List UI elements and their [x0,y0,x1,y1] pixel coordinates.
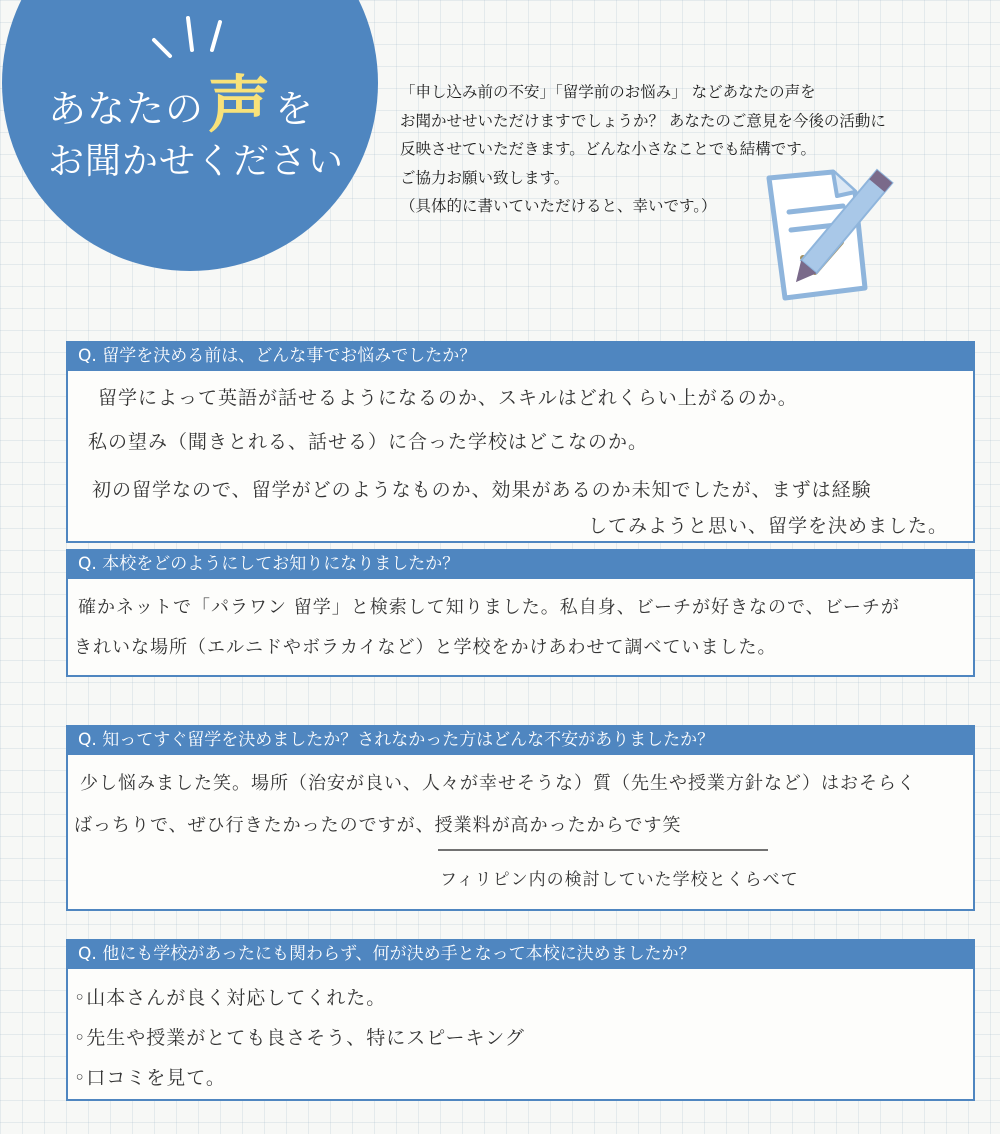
answer-line: ◦口コミを見て。 [74,1067,226,1089]
answer-line: フィリピン内の検討していた学校とくらべて [440,870,799,890]
answer-line: してみようと思い、留学を決めました。 [588,515,949,537]
question-label: Q. 知ってすぐ留学を決めましたか？されなかった方はどんな不安がありましたか？ [66,725,975,755]
question-label: Q. 他にも学校があったにも関わらず、何が決め手となって本校に決めましたか？ [66,939,975,969]
question-label: Q. 留学を決める前は、どんな事でお悩みでしたか？ [66,341,975,371]
title-suffix: を [275,87,315,131]
intro-line: ご協力お願い致します。 [400,168,570,187]
page-title [48,68,345,186]
answer-box [66,579,975,677]
answer-box [66,371,975,543]
document-pencil-icon [755,160,955,310]
question-block-3 [66,725,975,911]
answer-line: ばっちりで、ぜひ行きたかったのですが、授業料が高かったからです笑 [74,815,682,836]
answer-box [66,969,975,1101]
intro-line: お聞かせせいただけますでしょうか？ あなたのご意見を今後の活動に [400,111,886,130]
title-line2: お聞かせください [48,141,345,182]
question-block-4 [66,939,975,1101]
question-block-1 [66,341,975,543]
underline-mark [438,847,768,853]
intro-line: 反映させていただきます。どんな小さなことでも結構です。 [400,140,817,158]
answer-line: 少し悩みました笑。場所（治安が良い、人々が幸せそうな）質（先生や授業方針など）はおそらく [80,773,916,794]
answer-line: きれいな場所（エルニドやボラカイなど）と学校をかけあわせて調べていました。 [74,637,777,658]
intro-line: 「申し込み前の不安」「留学前のお悩み」 などあなたの声を [400,83,816,101]
title-emphasis: 声 [208,68,272,141]
answer-box [66,755,975,911]
answer-line: 確かネットで「パラワン 留学」と検索して知りました。私自身、ビーチが好きなので、ビーチが [78,597,900,618]
title-prefix: あなたの [48,87,205,131]
answer-line: 私の望み（聞きとれる、話せる）に合った学校はどこなのか。 [88,431,649,453]
question-block-2 [66,549,975,677]
answer-line: ◦山本さんが良く対応してくれた。 [74,987,387,1009]
question-label: Q. 本校をどのようにしてお知りになりましたか？ [66,549,975,579]
intro-line: （具体的に書いていただけると、幸いです。） [400,197,717,215]
answer-line: ◦先生や授業がとても良さそう、特にスピーキング [74,1027,525,1049]
answer-line: 留学によって英語が話せるようになるのか、スキルはどれくらい上がるのか。 [98,387,798,409]
emphasis-rays-icon [140,10,230,60]
answer-line: 初の留学なので、留学がどのようなものか、効果があるのか未知でしたが、まずは経験 [92,479,872,501]
